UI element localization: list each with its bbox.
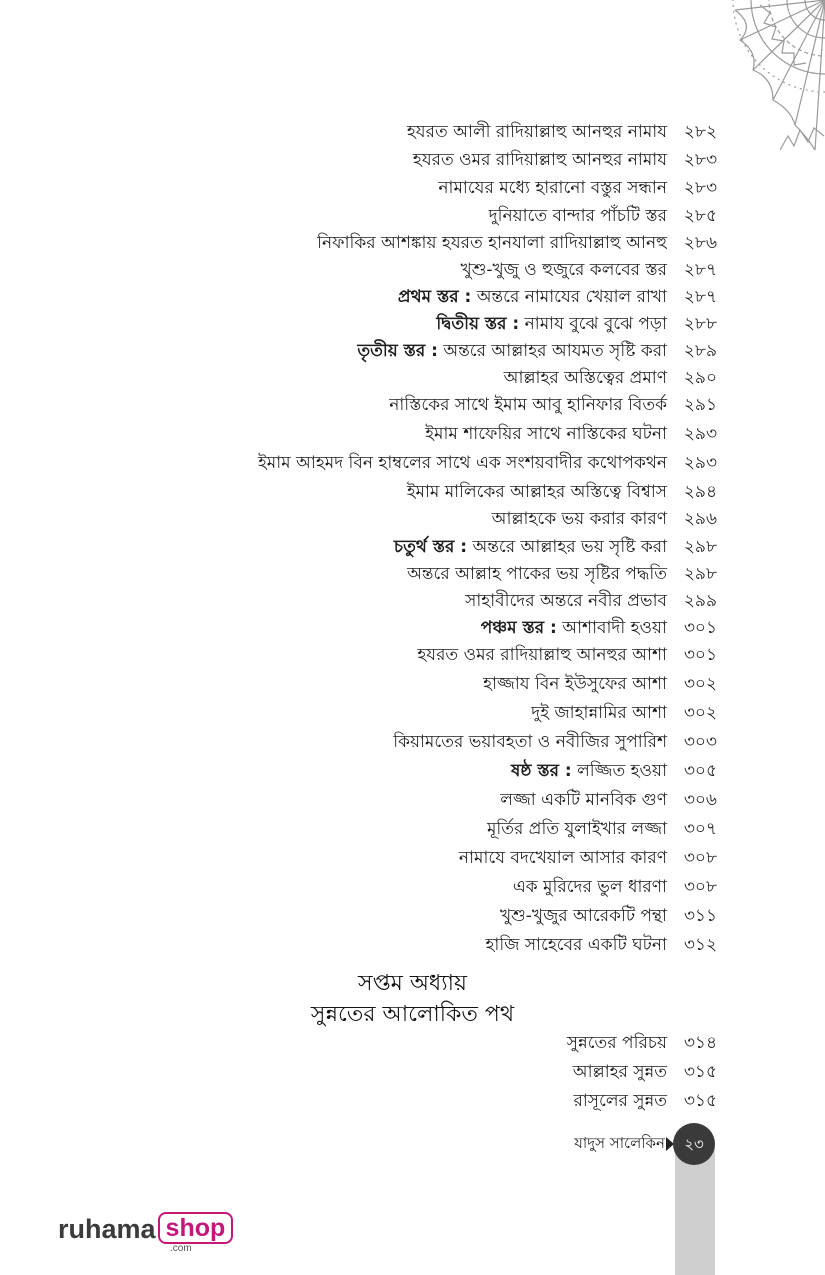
toc-entry-page: ২৮৭ [683, 287, 717, 307]
toc-entry-page: ৩০৭ [683, 819, 717, 839]
toc-entry-title: ইমাম মালিকের আল্লাহর অস্তিত্বে বিশ্বাস [406, 482, 667, 502]
toc-entry-page: ৩০১ [683, 645, 717, 665]
toc-entry[interactable] [407, 478, 717, 506]
chapter-title: সুন্নতের আলোকিত পথ [310, 1002, 515, 1027]
toc-entry-page: ৩১৫ [683, 1062, 717, 1082]
toc-entry-page: ২৮৩ [683, 178, 717, 198]
toc-entry[interactable] [398, 283, 717, 311]
toc-entry-page: ২৯৬ [683, 509, 717, 529]
toc-entry-title: মূর্তির প্রতি যুলাইখার লজ্জা [486, 819, 667, 839]
toc-entry[interactable] [425, 420, 717, 448]
toc-entry[interactable] [407, 560, 717, 588]
toc-entry-page: ২৮২ [683, 122, 717, 142]
toc-entry-page: ২৯১ [683, 395, 717, 415]
toc-entry[interactable] [461, 256, 717, 284]
toc-entry-title: তৃতীয় স্তর : অন্তরে আল্লাহর আযমত সৃষ্টি করা [357, 341, 667, 361]
toc-entry[interactable] [394, 533, 717, 561]
toc-entry-title: পঞ্চম স্তর : আশাবাদী হওয়া [480, 618, 667, 638]
toc-entry-title: হযরত ওমর রাদিয়াল্লাহু আনহুর আশা [417, 645, 667, 665]
toc-entry-page: ৩১১ [683, 906, 717, 926]
toc-entry[interactable] [487, 815, 717, 843]
toc-entry-page: ২৮৮ [683, 314, 717, 334]
toc-entry-page: ২৯৯ [683, 591, 717, 611]
toc-entry-page: ২৯৮ [683, 564, 717, 584]
toc-entry[interactable] [489, 202, 717, 230]
toc-entry-page: ২৯৮ [683, 537, 717, 557]
toc-entry[interactable] [500, 786, 717, 814]
toc-entry-title: আল্লাহর অস্তিত্বের প্রমাণ [503, 368, 667, 388]
toc-entry-title: কিয়ামতের ভয়াবহতা ও নবীজির সুপারিশ [393, 732, 667, 752]
toc-entry-page: ৩১২ [683, 935, 717, 955]
toc-entry-page: ৩১৫ [683, 1091, 717, 1111]
toc-entry-title: সুন্নতের পরিচয় [566, 1033, 667, 1053]
toc-entry-title: প্রথম স্তর : অন্তরে নামাযের খেয়াল রাখা [397, 287, 667, 307]
page-number: ২৩ [673, 1123, 715, 1165]
toc-entry[interactable] [389, 391, 717, 419]
toc-entry[interactable] [574, 1087, 717, 1115]
toc-entry-title: দুনিয়াতে বান্দার পাঁচটি স্তর [488, 206, 667, 226]
toc-entry-page: ৩০৮ [683, 848, 717, 868]
toc-entry-title: দ্বিতীয় স্তর : নামায বুঝে বুঝে পড়া [436, 314, 667, 334]
toc-entry-title: খুশু-খুজুর আরেকটি পন্থা [499, 906, 667, 926]
toc-entry[interactable] [485, 931, 717, 959]
toc-entry-title: নাস্তিকের সাথে ইমাম আবু হানিফার বিতর্ক [389, 395, 667, 415]
toc-entry-page: ২৮৭ [683, 260, 717, 280]
ruhamashop-logo [58, 1212, 233, 1258]
toc-entry[interactable] [459, 844, 717, 872]
toc-entry[interactable] [393, 728, 717, 756]
book-title: যাদুস সালেকিন [574, 1134, 665, 1152]
toc-entry-title: ইমাম আহমদ বিন হাম্বলের সাথে এক সংশয়বাদীর কথোপকথন [257, 453, 667, 473]
toc-entry-page: ২৯০ [683, 368, 717, 388]
toc-entry-page: ৩০২ [683, 674, 717, 694]
toc-entry-page: ২৮৩ [683, 150, 717, 170]
toc-entry-page: ২৯৪ [683, 482, 717, 502]
logo-shop-text: shop [158, 1212, 234, 1244]
toc-entry[interactable] [465, 587, 717, 615]
toc-entry-title: চতুর্থ স্তর : অন্তরে আল্লাহর ভয় সৃষ্টি করা [393, 537, 667, 557]
toc-entry-page: ২৮৬ [683, 233, 717, 253]
toc-entry[interactable] [531, 699, 717, 727]
toc-entry-title: দুই জাহান্নামির আশা [531, 703, 667, 723]
toc-entry-page: ৩০৬ [683, 790, 717, 810]
toc-entry[interactable] [407, 118, 717, 146]
toc-entry-title: ষষ্ঠ স্তর : লজ্জিত হওয়া [511, 761, 667, 781]
toc-entry-title: খুশু-খুজু ও হুজুরে কলবের স্তর [460, 260, 667, 280]
chapter-number-title: সপ্তম অধ্যায় [358, 971, 467, 996]
toc-entry[interactable] [573, 1058, 717, 1086]
toc-entry-page: ২৯৩ [683, 453, 717, 473]
toc-entry[interactable] [492, 505, 717, 533]
toc-entry[interactable] [438, 174, 717, 202]
toc-entry[interactable] [436, 310, 717, 338]
toc-entry[interactable] [357, 337, 717, 365]
toc-entry-title: এক মুরিদের ভুল ধারণা [512, 877, 667, 897]
toc-entry-title: লজ্জা একটি মানবিক গুণ [500, 790, 667, 810]
toc-entry-page: ৩০৫ [683, 761, 717, 781]
toc-entry-title: নামাযের মধ্যে হারানো বস্তুর সন্ধান [438, 178, 667, 198]
toc-entry[interactable] [481, 614, 717, 642]
logo-domain: .com [170, 1243, 192, 1254]
toc-entry[interactable] [567, 1029, 717, 1057]
toc-entry[interactable] [500, 902, 717, 930]
toc-entry-page: ২৮৯ [683, 341, 717, 361]
toc-entry-title: হাজ্জায বিন ইউসুফের আশা [483, 674, 667, 694]
toc-entry-title: নিফাকির আশঙ্কায় হযরত হানযালা রাদিয়াল্লাহু আনহু [317, 233, 667, 253]
toc-entry-page: ৩০৮ [683, 877, 717, 897]
toc-entry-page: ৩০৩ [683, 732, 717, 752]
toc-entry-title: ইমাম শাফেয়ির সাথে নাস্তিকের ঘটনা [425, 424, 667, 444]
toc-entry[interactable] [413, 146, 717, 174]
toc-entry[interactable] [417, 641, 717, 669]
toc-entry-page: ৩১৪ [683, 1033, 717, 1053]
toc-entry-title: সাহাবীদের অন্তরে নবীর প্রভাব [465, 591, 667, 611]
toc-entry[interactable] [258, 449, 717, 477]
toc-entry-title: হাজি সাহেবের একটি ঘটনা [485, 935, 667, 955]
logo-text: ruhama [58, 1214, 156, 1244]
toc-entry-title: আল্লাহকে ভয় করার কারণ [491, 509, 667, 529]
toc-entry[interactable] [504, 364, 717, 392]
toc-entry-title: আল্লাহর সুন্নত [572, 1062, 667, 1082]
toc-entry[interactable] [513, 873, 717, 901]
toc-entry-page: ৩০১ [683, 618, 717, 638]
toc-entry-title: রাসূলের সুন্নত [573, 1091, 667, 1111]
toc-entry-page: ২৯৩ [683, 424, 717, 444]
toc-entry[interactable] [317, 229, 717, 257]
toc-entry-title: হযরত আলী রাদিয়াল্লাহু আনহুর নামায [406, 122, 667, 142]
toc-entry-title: অন্তরে আল্লাহ পাকের ভয় সৃষ্টির পদ্ধতি [407, 564, 667, 584]
toc-entry[interactable] [483, 670, 717, 698]
toc-entry-title: নামাযে বদখেয়াল আসার কারণ [458, 848, 667, 868]
toc-entry-page: ২৮৫ [683, 206, 717, 226]
toc-entry[interactable] [511, 757, 717, 785]
toc-entry-page: ৩০২ [683, 703, 717, 723]
toc-entry-title: হযরত ওমর রাদিয়াল্লাহু আনহুর নামায [412, 150, 667, 170]
